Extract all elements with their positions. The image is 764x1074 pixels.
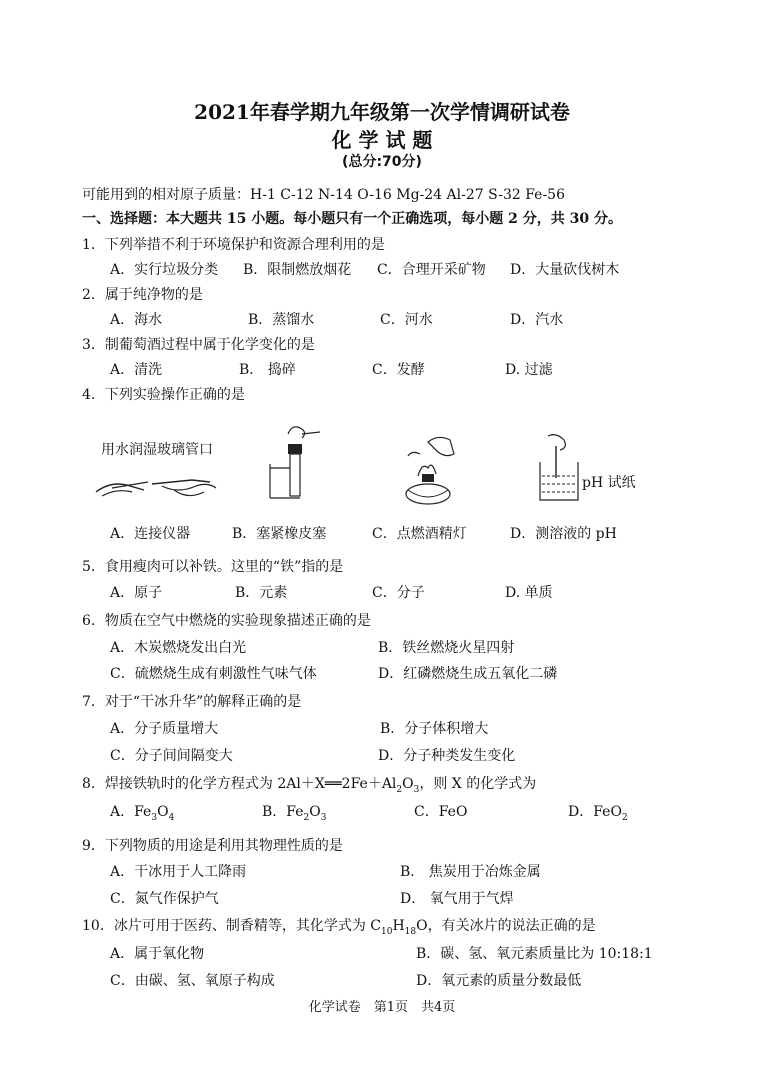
insert-stopper-illustration [266,424,326,504]
q4-figure-label-d: pH 试纸 [582,475,636,491]
q5-option-c: C．分子 [372,585,425,601]
q1-option-a: A．实行垃圾分类 [110,262,219,278]
q6-option-d: D．红磷燃烧生成五氧化二磷 [378,666,558,682]
q8-option-b: B．$Fe_2O_3$ [262,804,327,823]
subject-title: 化 学 试 题 [331,128,433,152]
q2-option-c: C．河水 [380,312,433,328]
q10-option-b: B．碳、氢、氧元素质量比为 10:18:1 [416,946,653,962]
q3-option-d: D. 过滤 [505,362,553,378]
q3-stem: 3．制葡萄酒过程中属于化学变化的是 [82,337,315,353]
q3-option-a: A．清洗 [110,362,163,378]
q3-option-b: B． 捣碎 [239,362,296,378]
q6-option-c: C．硫燃烧生成有刺激性气味气体 [110,666,317,682]
q4-option-b: B．塞紧橡皮塞 [232,526,327,542]
alcohol-lamp-illustration [398,432,458,508]
q10-option-d: D．氧元素的质量分数最低 [416,973,582,989]
atomic-masses: 可能用到的相对原子质量：H-1 C-12 N-14 O-16 Mg-24 Al-27 S-32 Fe-56 [82,187,565,203]
page-footer: 化学试卷 第1页 共4页 [308,1000,456,1015]
q6-stem: 6．物质在空气中燃烧的实验现象描述正确的是 [82,613,371,629]
q6-option-a: A．木炭燃烧发出白光 [110,640,247,656]
q5-option-b: B．元素 [235,585,288,601]
ph-test-illustration [534,432,584,504]
q4-option-d: D．测溶液的 pH [510,526,617,542]
q9-stem: 9．下列物质的用途是利用其物理性质的是 [82,838,343,854]
q7-option-d: D．分子种类发生变化 [378,748,516,764]
q1-option-b: B．限制燃放烟花 [243,262,352,278]
q8-stem: 8．焊接铁轨时的化学方程式为 $2Al+X══2Fe+Al_2O_3$，则 X 的化学式为 [82,776,537,795]
q7-stem: 7．对于“干冰升华”的解释正确的是 [82,694,302,710]
q9-option-a: A．干冰用于人工降雨 [110,864,247,880]
q1-option-d: D．大量砍伐树木 [510,262,620,278]
q2-option-a: A．海水 [110,312,163,328]
q8-option-d: D．FeO$_2$ [568,804,628,823]
q4-option-c: C．点燃酒精灯 [372,526,467,542]
q4-figure-label-a: 用水润湿玻璃管口 [101,442,213,458]
q9-option-c: C．氮气作保护气 [110,891,219,907]
q2-option-b: B．蒸馏水 [248,312,315,328]
q9-option-b: B． 焦炭用于冶炼金属 [400,864,541,880]
q2-stem: 2．属于纯净物的是 [82,287,203,303]
q6-option-b: B．铁丝燃烧火星四射 [378,640,515,656]
q5-option-d: D. 单质 [505,585,553,601]
q4-option-a: A．连接仪器 [110,526,191,542]
q7-option-c: C．分子间间隔变大 [110,748,233,764]
q7-option-b: B．分子体积增大 [380,721,489,737]
section-heading: 一、选择题：本大题共 15 小题。每小题只有一个正确选项，每小题 2 分，共 30 分。 [82,211,622,227]
q4-stem: 4．下列实验操作正确的是 [82,387,245,403]
exam-title: 2021年春学期九年级第一次学情调研试卷 [194,100,570,124]
q1-option-c: C．合理开采矿物 [377,262,486,278]
q5-stem: 5．食用瘦肉可以补铁。这里的“铁”指的是 [82,559,344,575]
q3-option-c: C．发酵 [372,362,425,378]
q8-option-c: C．FeO [414,804,468,820]
q9-option-d: D． 氧气用于气焊 [400,891,514,907]
q1-stem: 1．下列举措不利于环境保护和资源合理利用的是 [82,237,385,253]
total-score: (总分:70分) [342,154,422,170]
q7-option-a: A．分子质量增大 [110,721,219,737]
q8-option-a: A．$Fe_3O_4$ [110,804,175,823]
q5-option-a: A．原子 [110,585,163,601]
q10-option-a: A．属于氧化物 [110,946,205,962]
q10-stem: 10．冰片可用于医药、制香精等，其化学式为 $C_{10}H_{18}O$，有关冰片的说法正确的是 [82,918,596,937]
q10-option-c: C．由碳、氢、氧原子构成 [110,973,275,989]
q2-option-d: D．汽水 [510,312,564,328]
connect-apparatus-illustration [92,466,222,506]
